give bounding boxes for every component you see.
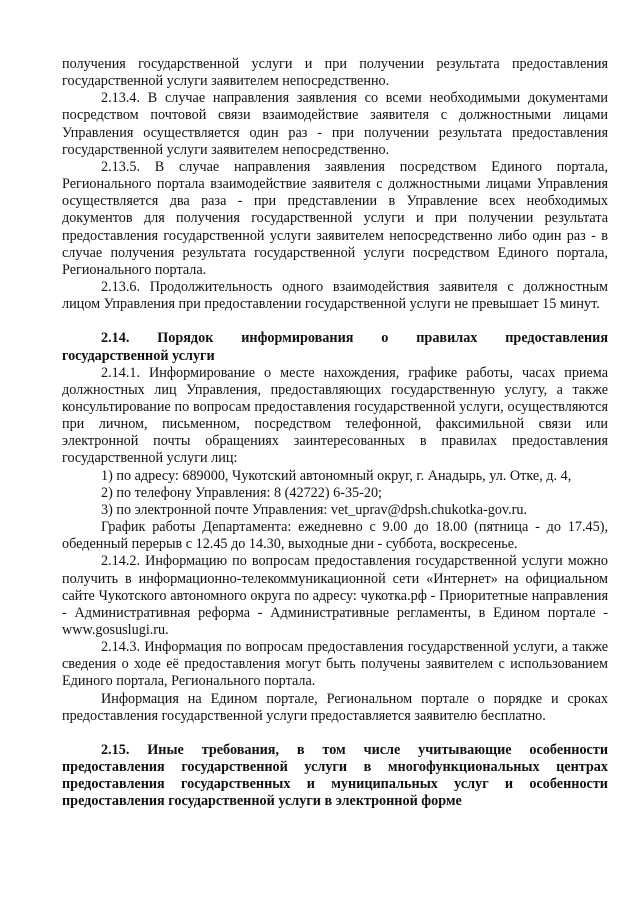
section-heading-2-14-line2: государственной услуги [62,347,215,364]
paragraph-2-13-6: 2.13.6. Продолжительность одного взаимодействия заявителя с должностным лицом Управления при предоставлении государственной услуги не превышает 15 минут. [62,279,608,313]
list-item-address: 1) по адресу: 689000, Чукотский автономный округ, г. Анадырь, ул. Отке, д. 4, [101,467,572,484]
paragraph-2-14-1: 2.14.1. Информирование о месте нахождения, графике работы, часах приема должностных лиц Управления, предоставляющих государственную услугу, а также консультирование по вопросам предоставления государственной услуги, осуществляются при личном, письменном, посредством телефонной, факсимильной связи или электронной почты обращениях заинтересованных в правилах предоставления государственной услуги лиц: [62,364,608,467]
paragraph-info-free: Информация на Едином портале, Региональном портале о порядке и сроках предоставления государственной услуги предоставляется заявителю бесплатно. [62,690,608,724]
section-spacer [62,725,608,742]
section-heading-2-14-line1: 2.14. Порядок информирования о правилах предоставления [101,330,608,347]
list-item-email: 3) по электронной почте Управления: vet_uprav@dpsh.chukotka-gov.ru. [101,501,528,518]
paragraph-2-13-4: 2.13.4. В случае направления заявления со всеми необходимыми документами посредством почтовой связи взаимодействие заявителя с должностными лицами Управления осуществляется один раз - при получении результата предоставления государственной услуги заявителем непосредственно. [62,90,608,158]
paragraph-schedule: График работы Департамента: ежедневно с 9.00 до 18.00 (пятница - до 17.45), обеденный перерыв с 12.45 до 14.30, выходные дни - суббота, воскресенье. [62,519,608,553]
section-spacer [62,313,608,330]
paragraph-2-13-5: 2.13.5. В случае направления заявления посредством Единого портала, Регионального портала взаимодействие заявителя с должностными лицами Управления осуществляется два раза - при представлении в Управление всех необходимых документов для получения государственной услуги и при получении результата предоставления государственной услуги заявителем непосредственно либо один раз - в случае получения результата государственной услуги посредством Единого портала, Регионального портала. [62,158,608,278]
paragraph-continuation: получения государственной услуги и при получении результата предоставления государственной услуги заявителем непосредственно. [62,56,608,90]
paragraph-2-14-3: 2.14.3. Информация по вопросам предоставления государственной услуги, а также сведения о ходе её предоставления могут быть получены заявителем с использованием Единого портала, Регионального портала. [62,639,608,690]
list-item-phone: 2) по телефону Управления: 8 (42722) 6-35-20; [101,484,382,501]
section-heading-2-15: 2.15. Иные требования, в том числе учитывающие особенности предоставления государственной услуги в многофункциональных центрах предоставления государственных и муниципальных услуг и особенности предоставления государственной услуги в электронной форме [62,741,608,810]
paragraph-2-14-2: 2.14.2. Информацию по вопросам предоставления государственной услуги можно получить в информационно-телекоммуникационной сети «Интернет» на официальном сайте Чукотского автономного округа по адресу: чукотка.рф - Приоритетные направления - Административная реформа - Административные регламенты, в Едином портале - www.gosuslugi.ru. [62,553,608,638]
document-page [62,56,608,811]
